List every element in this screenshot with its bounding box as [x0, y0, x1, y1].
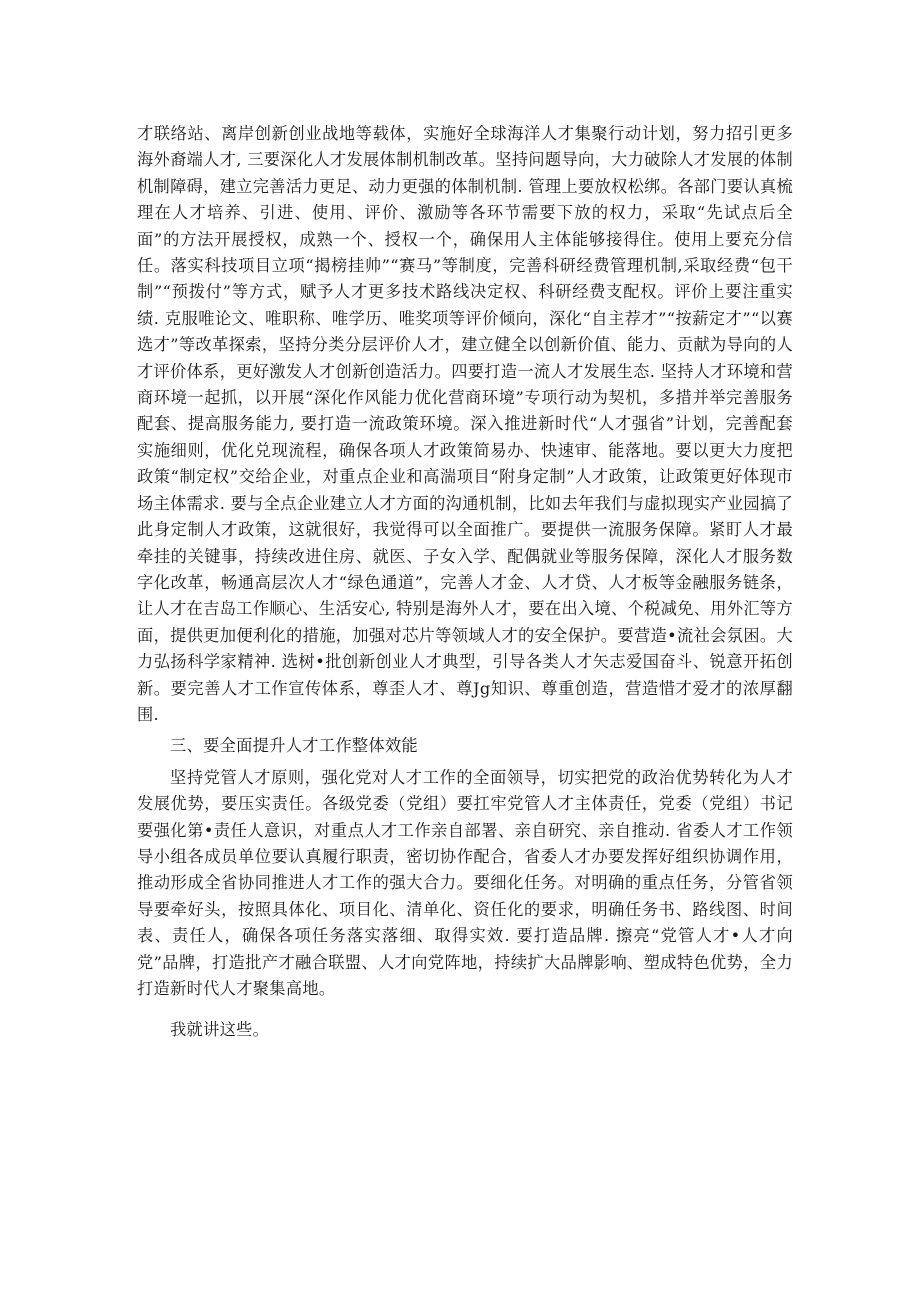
paragraph-closing: 我就讲这些。 — [170, 1020, 270, 1040]
section-heading-three: 三、要全面提升人才工作整体效能 — [170, 736, 419, 756]
document-page — [137, 121, 793, 1044]
paragraph-continuation: 才联络站、离岸创新创业战地等载体，实施好全球海洋人才集聚行动计划，努力招引更多海外裔端人才, 三要深化人才发展体制机制改革。坚持问题导向，大力破除人才发展的体制机制障碍，建立完善活力更足、动力更强的体制机制. 管理上要放权松绑。各部门要认真梳理在人才培养、引进、使用、评价、激励等各环节需要下放的权力，采取“先试点后全面”的方法开展授权，成熟一个、授权一个，确保用人主体能够接得住。使用上要充分信任。落实科技项目立项“揭榜挂帅”“赛马”等制度，完善科研经费管理机制,采取经费“包干制”“预拨付”等方式，赋予人才更多技术路线决定权、科研经费支配权。评价上要注重实绩. 克服唯论文、唯职称、唯学历、唯奖项等评价倾向，深化“自主荐才”“按薪定才”“以赛选才”等改革探索，坚持分类分层评价人才，建立健全以创新价值、能力、贡献为导向的人才评价体系，更好激发人才创新创造活力。四要打造一流人才发展生态. 坚持人才环境和营商环境一起抓，以开展“深化作风能力优化营商环境”专项行动为契机，多措并举完善服务配套、提高服务能力, 要打造一流政策环境。深入推进新时代“人才强省”计划，完善配套实施细则，优化兑现流程，确保各项人才政策简易办、快速审、能落地。要以更大力度把政策“制定权”交给企业，对重点企业和高湍项目“附身定制”人才政策，让政策更好体现市场主体需求. 要与全点企业建立人才方面的沟通机制，比如去年我们与虚拟现实产业园搞了此身定制人才政策，这就很好，我觉得可以全面推广。要提供一流服务保障。紧盯人才最牵挂的关键事，持续改进住房、就医、子女入学、配偶就业等服务保障，深化人才服务数字化改革，畅通高层次人才“绿色通道”，完善人才金、人才贷、人才板等金融服务链条，让人才在吉岛工作顺心、生活安心, 特别是海外人才，要在出入境、个税减免、用外汇等方面，提供更加便利化的措施，加强对芯片等领域人才的安全保护。要营造•流社会氛困。大力弘扬科学家精神. 选树•批创新创业人才典型，引导各类人才矢志爱国奋斗、锐意开拓创新。要完善人才工作宣传体系，尊歪人才、尊Jg知识、尊重创造，营造惜才爱才的浓厚翻围. — [137, 124, 793, 724]
paragraph-section-three: 坚持党管人才原则，强化党对人才工作的全面领导，切实把党的政治优势转化为人才发展优势，要压实责任。各级党委（党组）要扛牢党管人才主体责任，党委（党组）书记要强化第•责任人意识，对重点人才工作亲自部署、亲自研究、亲自推动. 省委人才工作领导小组各成员单位要认真履行职责，密切协作配合，省委人才办要发挥好组织协调作用，推动形成全省协同推进人才工作的强大合力。要细化任务。对明确的重点任务，分管省领导要牵好头，按照具体化、项目化、清单化、资任化的要求，明确任务书、路线图、时间表、责任人，确保各项任务落实落细、取得实效. 要打造品牌. 擦亮“党管人才•人才向党”品牌，打造批产才融合联盟、人才向党阵地，持续扩大品牌影响、塑成特色优势，全力打造新时代人才聚集高地。 — [137, 767, 793, 998]
